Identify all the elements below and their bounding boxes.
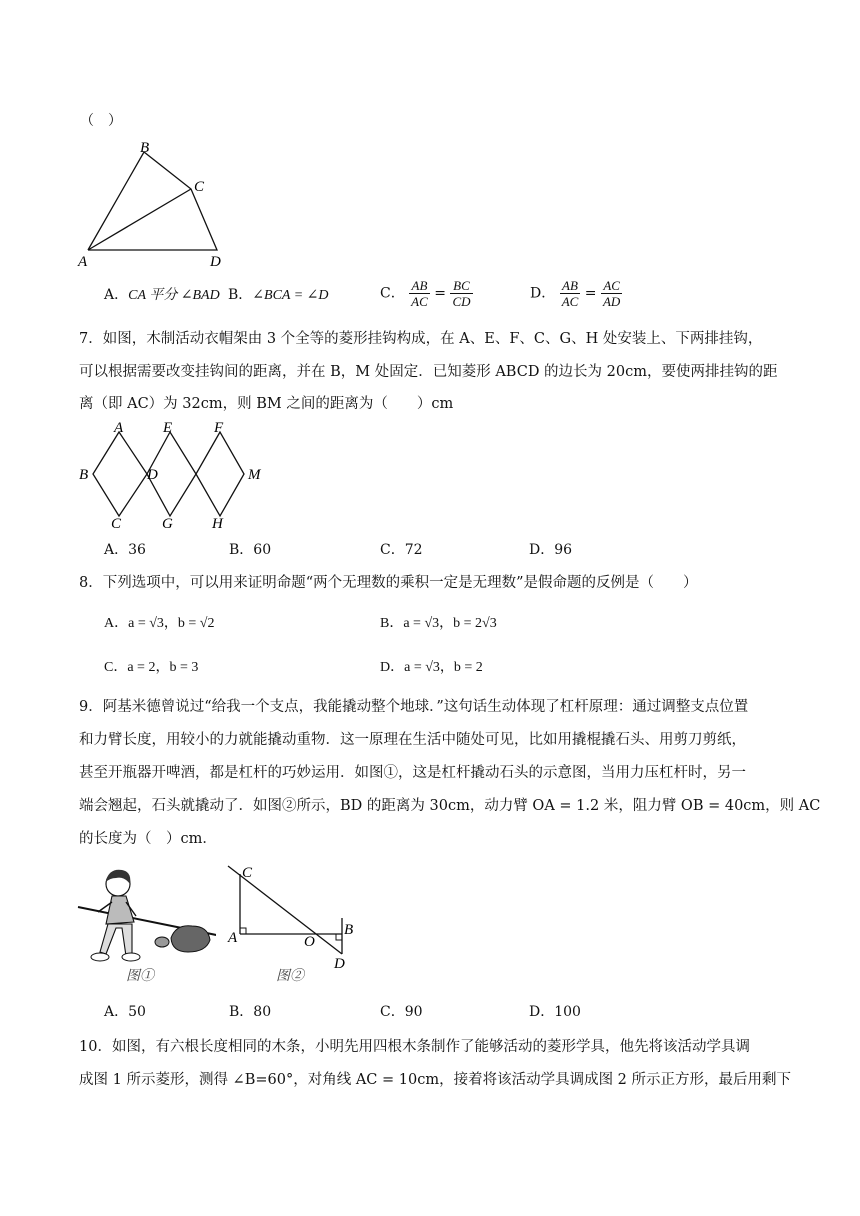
q6-option-b-label: B． <box>228 287 253 303</box>
svg-text:A: A <box>114 420 124 436</box>
q7-option-d[interactable]: D．96 <box>529 542 573 558</box>
q9-figure-2 <box>226 862 366 987</box>
q9-line-4: 端会翘起，石头就撬动了．如图②所示，BD 的距离为 30cm，动力臂 OA = 1.2 米，阻力臂 OB = 40cm，则 AC <box>79 798 821 814</box>
q6-option-b-text: ∠BCA = ∠D <box>252 288 329 303</box>
q6-option-c-frac1: $\frac{AB}{AC}$ <box>411 278 428 309</box>
q9-line-5: 的长度为（ ）cm． <box>79 831 217 847</box>
q6-option-d[interactable] <box>530 278 622 309</box>
q6-option-a-text: CA 平分 ∠BAD <box>128 288 220 303</box>
q7-line-3: 离（即 AC）为 32cm，则 BM 之间的距离为（ ）cm <box>79 396 454 412</box>
q6-figure <box>74 136 234 272</box>
q9-line-1: 9．阿基米德曾说过“给我一个支点，我能撬动整个地球．”这句话生动体现了杠杆原理：通过调整支点位置 <box>79 699 749 715</box>
q9-option-c[interactable]: C．90 <box>380 1004 423 1020</box>
svg-text:A: A <box>228 930 238 946</box>
svg-text:B: B <box>79 467 89 483</box>
q7-line-2: 可以根据需要改变挂钩间的距离，并在 B，M 处固定．已知菱形 ABCD 的边长为 20cm，要使两排挂钩的距 <box>79 364 778 380</box>
q6-option-c[interactable] <box>380 278 473 309</box>
q6-option-c-frac2: $\frac{BC}{CD}$ <box>452 278 471 309</box>
q10-line-1: 10．如图，有六根长度相同的木条，小明先用四根木条制作了能够活动的菱形学具，他先将该活动学具调 <box>79 1039 750 1055</box>
svg-text:H: H <box>212 516 223 530</box>
q6-option-d-label: D． <box>530 285 556 302</box>
svg-text:F: F <box>214 420 224 436</box>
q9-fig2-caption: 图② <box>276 969 304 984</box>
svg-text:D: D <box>147 467 158 483</box>
q7-option-a[interactable]: A．36 <box>104 542 146 558</box>
q9-line-3: 甚至开瓶器开啤酒，都是杠杆的巧妙运用．如图①，这是杠杆撬动石头的示意图，当用力压杠杆时，另一 <box>79 765 746 781</box>
svg-text:G: G <box>162 516 173 530</box>
q9-line-2: 和力臂长度，用较小的力就能撬动重物．这一原理在生活中随处可见，比如用撬棍撬石头、用剪刀剪纸， <box>79 732 746 748</box>
q6-option-c-label: C． <box>380 285 405 302</box>
q7-line-1: 7．如图，木制活动衣帽架由 3 个全等的菱形挂钩构成，在 A、E、F、C、G、H 处安装上、下两排挂钩， <box>79 331 763 347</box>
svg-text:C: C <box>111 516 122 530</box>
q6-option-a-label: A． <box>104 287 129 303</box>
q6-label-a: A <box>78 254 88 270</box>
q9-figure-1 <box>76 862 216 987</box>
q6-option-d-frac2: $\frac{AC}{AD}$ <box>602 278 621 309</box>
q6-option-d-frac1: $\frac{AB}{AC}$ <box>561 278 579 309</box>
q6-label-d: D <box>210 254 221 270</box>
svg-text:E: E <box>163 420 173 436</box>
q9-option-d[interactable]: D．100 <box>529 1004 581 1020</box>
q8-option-d[interactable]: D．a = √3，b = 2 <box>380 660 483 675</box>
q10-line-2: 成图 1 所示菱形，测得 ∠B=60°，对角线 AC = 10cm，接着将该活动学具调成图 2 所示正方形，最后用剩下 <box>79 1072 792 1088</box>
q6-paren: （ ） <box>80 113 122 129</box>
svg-text:D: D <box>334 956 345 972</box>
svg-text:M: M <box>248 467 261 483</box>
q6-option-a[interactable] <box>104 285 220 306</box>
q6-option-d-eq: = <box>584 285 597 302</box>
q9-fig1-caption: 图① <box>126 969 154 984</box>
q6-label-c: C <box>194 179 205 195</box>
q9-option-b[interactable]: B．80 <box>229 1004 272 1020</box>
svg-text:B: B <box>344 922 354 938</box>
q6-option-b[interactable] <box>228 285 329 306</box>
svg-text:C: C <box>242 865 253 881</box>
q8-option-b[interactable]: B．a = √3，b = 2√3 <box>380 616 497 631</box>
q8-option-c[interactable]: C．a = 2，b = 3 <box>104 660 199 675</box>
q7-option-b[interactable]: B．60 <box>229 542 272 558</box>
q6-label-b: B <box>140 140 150 156</box>
q9-option-a[interactable]: A．50 <box>104 1004 146 1020</box>
q6-option-c-eq: = <box>434 285 446 302</box>
q7-figure <box>76 418 276 530</box>
q8-line-1: 8．下列选项中，可以用来证明命题“两个无理数的乘积一定是无理数”是假命题的反例是（ ） <box>79 575 698 591</box>
q7-option-c[interactable]: C．72 <box>380 542 423 558</box>
q8-option-a[interactable]: A．a = √3，b = √2 <box>104 616 215 631</box>
svg-text:O: O <box>304 934 315 950</box>
